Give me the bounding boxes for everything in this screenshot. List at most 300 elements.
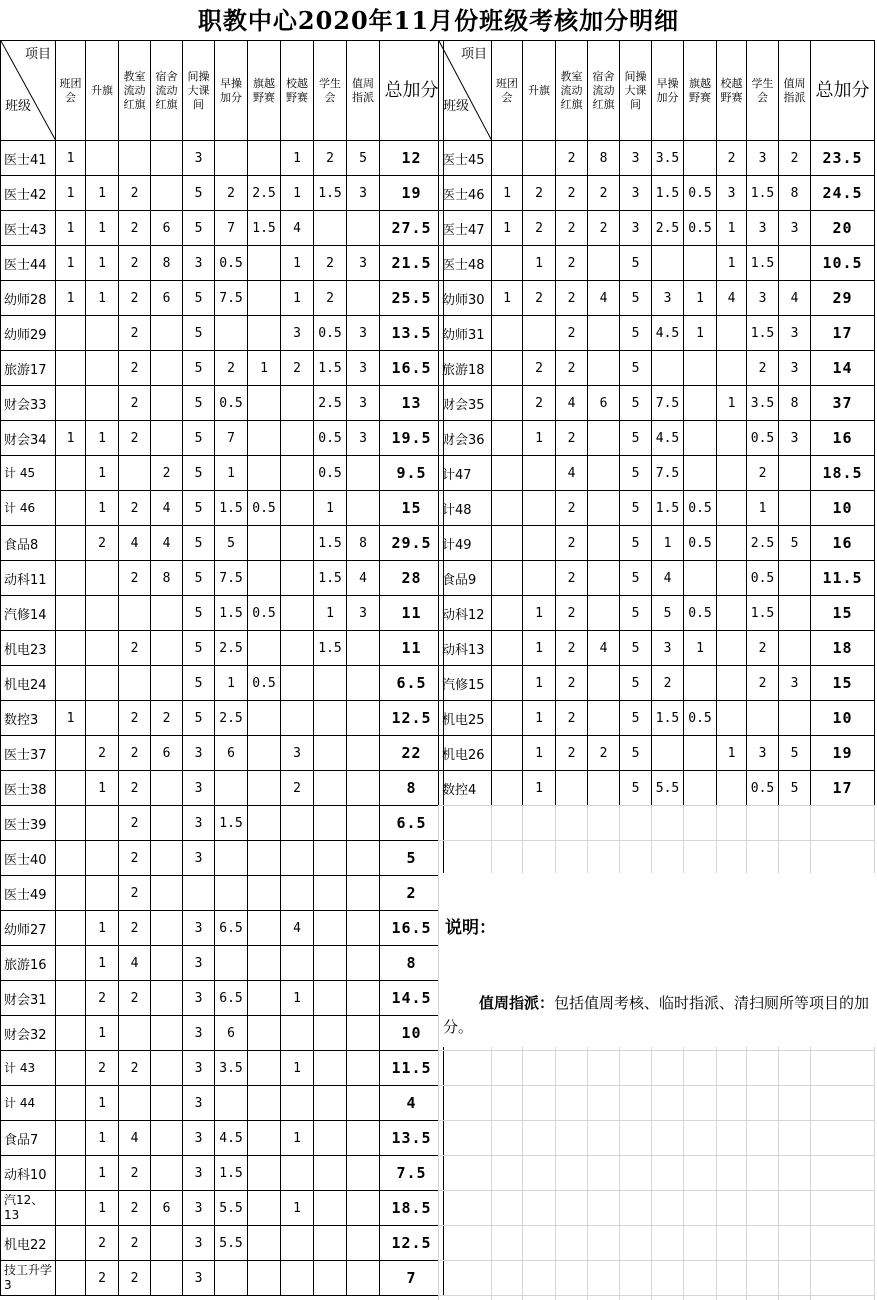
score-cell: 2	[119, 491, 151, 526]
left-column-header: 升旗	[86, 41, 119, 141]
score-cell: 7.5	[652, 386, 684, 421]
table-row	[1, 841, 444, 876]
score-cell	[281, 456, 314, 491]
score-cell	[588, 456, 620, 491]
total-score-cell: 13.5	[380, 316, 444, 351]
score-cell	[684, 386, 717, 421]
score-cell: 3	[652, 281, 684, 316]
score-cell	[684, 666, 717, 701]
class-name-cell: 机电26	[439, 736, 492, 771]
score-cell: 5	[347, 141, 380, 176]
score-cell: 3	[717, 176, 747, 211]
score-cell: 5	[620, 386, 652, 421]
class-name-cell: 医士44	[1, 246, 56, 281]
score-cell	[56, 491, 86, 526]
score-cell	[588, 491, 620, 526]
score-cell: 1	[56, 176, 86, 211]
score-cell	[588, 771, 620, 806]
left-column-header: 宿舍流动红旗	[151, 41, 183, 141]
class-name-cell: 财会31	[1, 981, 56, 1016]
score-cell: 6	[151, 281, 183, 316]
score-cell: 1	[523, 701, 556, 736]
score-cell: 2	[652, 666, 684, 701]
score-cell	[523, 316, 556, 351]
score-cell	[347, 841, 380, 876]
score-cell: 8	[779, 386, 811, 421]
score-cell	[56, 1086, 86, 1121]
score-cell	[248, 246, 281, 281]
score-cell: 5	[620, 736, 652, 771]
score-cell	[248, 1086, 281, 1121]
score-cell	[347, 1226, 380, 1261]
table-row	[1, 911, 444, 946]
score-cell	[492, 456, 523, 491]
score-cell: 1.5	[314, 561, 347, 596]
score-cell: 3	[620, 211, 652, 246]
right-column-header: 学生会	[747, 41, 779, 141]
score-cell	[347, 1016, 380, 1051]
score-cell: 1	[281, 1121, 314, 1156]
score-cell: 2	[119, 421, 151, 456]
score-cell	[347, 876, 380, 911]
left-column-header: 值周指派	[347, 41, 380, 141]
score-cell: 5	[183, 561, 215, 596]
score-cell: 1	[717, 736, 747, 771]
score-cell	[215, 1086, 248, 1121]
score-cell	[151, 1086, 183, 1121]
score-cell: 2	[119, 351, 151, 386]
score-cell	[248, 771, 281, 806]
score-cell	[314, 841, 347, 876]
score-cell	[151, 806, 183, 841]
grid-line	[438, 1085, 874, 1086]
total-score-cell: 37	[811, 386, 875, 421]
grid-line	[438, 1225, 874, 1226]
score-cell	[281, 666, 314, 701]
right-score-table	[438, 40, 875, 806]
total-score-cell: 17	[811, 316, 875, 351]
score-cell: 7	[215, 211, 248, 246]
class-name-cell: 食品7	[1, 1121, 56, 1156]
score-cell: 1	[281, 1051, 314, 1086]
score-cell	[523, 561, 556, 596]
score-cell	[56, 596, 86, 631]
score-cell	[314, 771, 347, 806]
score-cell	[281, 491, 314, 526]
class-name-cell: 财会36	[439, 421, 492, 456]
score-cell: 0.5	[215, 246, 248, 281]
table-row	[1, 771, 444, 806]
total-score-cell: 19	[811, 736, 875, 771]
class-name-cell: 医士49	[1, 876, 56, 911]
score-cell: 3	[347, 421, 380, 456]
score-cell: 5	[620, 421, 652, 456]
score-cell: 1	[281, 176, 314, 211]
class-name-cell: 机电25	[439, 701, 492, 736]
score-cell	[248, 526, 281, 561]
total-score-cell: 23.5	[811, 141, 875, 176]
score-cell	[215, 1261, 248, 1296]
score-cell	[779, 561, 811, 596]
score-cell	[684, 561, 717, 596]
total-score-cell: 20	[811, 211, 875, 246]
score-cell: 3	[347, 246, 380, 281]
score-cell: 5	[183, 421, 215, 456]
class-name-cell: 旅游18	[439, 351, 492, 386]
score-cell	[56, 526, 86, 561]
score-cell: 3	[347, 316, 380, 351]
class-name-cell: 幼师28	[1, 281, 56, 316]
table-row	[439, 491, 875, 526]
score-cell	[347, 701, 380, 736]
total-score-cell: 27.5	[380, 211, 444, 246]
score-cell	[492, 421, 523, 456]
score-cell: 4	[151, 526, 183, 561]
grid-line	[438, 1260, 874, 1261]
score-cell	[151, 631, 183, 666]
score-cell: 2.5	[248, 176, 281, 211]
score-cell: 1	[492, 281, 523, 316]
score-cell: 4	[119, 526, 151, 561]
score-cell: 5	[183, 316, 215, 351]
table-row	[1, 386, 444, 421]
score-cell	[56, 1226, 86, 1261]
score-cell: 5.5	[652, 771, 684, 806]
score-cell: 1.5	[314, 176, 347, 211]
table-row	[1, 981, 444, 1016]
score-cell: 2	[119, 736, 151, 771]
score-cell	[314, 701, 347, 736]
score-cell: 1	[523, 596, 556, 631]
class-name-cell: 幼师29	[1, 316, 56, 351]
total-score-cell: 8	[380, 946, 444, 981]
score-cell: 2	[717, 141, 747, 176]
score-cell: 3	[620, 141, 652, 176]
score-cell: 1	[281, 1191, 314, 1226]
score-cell: 5	[183, 596, 215, 631]
score-cell: 3	[779, 421, 811, 456]
score-cell: 2	[119, 211, 151, 246]
score-cell: 1.5	[215, 1156, 248, 1191]
score-cell	[248, 561, 281, 596]
score-cell	[248, 456, 281, 491]
score-cell: 2	[119, 281, 151, 316]
score-cell: 3	[183, 946, 215, 981]
class-name-cell: 医士37	[1, 736, 56, 771]
score-cell: 4.5	[215, 1121, 248, 1156]
score-cell: 1	[314, 596, 347, 631]
score-cell	[56, 1051, 86, 1086]
score-cell: 1.5	[215, 806, 248, 841]
class-name-cell: 动科11	[1, 561, 56, 596]
right-header-row	[439, 41, 875, 141]
score-cell: 3	[620, 176, 652, 211]
score-cell	[314, 1121, 347, 1156]
class-name-cell: 计 43	[1, 1051, 56, 1086]
right-column-header: 旗越野赛	[684, 41, 717, 141]
score-cell	[314, 666, 347, 701]
score-cell	[347, 911, 380, 946]
score-cell	[779, 596, 811, 631]
table-row	[1, 246, 444, 281]
score-cell	[523, 491, 556, 526]
score-cell: 3	[183, 1191, 215, 1226]
score-cell: 2	[119, 386, 151, 421]
score-cell: 3	[747, 211, 779, 246]
score-cell	[215, 771, 248, 806]
table-row	[1, 316, 444, 351]
score-cell: 3	[779, 666, 811, 701]
score-cell: 4	[652, 561, 684, 596]
score-cell: 2	[556, 141, 588, 176]
score-cell	[492, 141, 523, 176]
score-cell: 2	[556, 631, 588, 666]
score-cell	[56, 631, 86, 666]
score-cell: 1	[281, 981, 314, 1016]
class-name-cell: 动科13	[439, 631, 492, 666]
table-row	[1, 1051, 444, 1086]
score-cell	[86, 561, 119, 596]
score-cell: 5	[620, 596, 652, 631]
score-cell	[492, 386, 523, 421]
score-cell	[281, 421, 314, 456]
score-cell: 7.5	[652, 456, 684, 491]
score-cell	[281, 946, 314, 981]
right-corner-item-label: 项目	[460, 47, 487, 62]
score-cell: 5	[183, 666, 215, 701]
left-column-header: 旗越野赛	[248, 41, 281, 141]
score-cell: 2	[151, 701, 183, 736]
score-cell	[86, 841, 119, 876]
total-score-cell: 15	[811, 666, 875, 701]
left-total-header: 总加分	[380, 41, 444, 141]
right-column-header: 早操加分	[652, 41, 684, 141]
score-cell	[347, 1191, 380, 1226]
score-cell: 3	[747, 281, 779, 316]
left-score-table	[0, 40, 444, 1296]
score-cell: 2	[556, 421, 588, 456]
score-cell: 5	[779, 736, 811, 771]
grid-line	[438, 1050, 874, 1051]
score-cell: 1.5	[215, 596, 248, 631]
total-score-cell: 2	[380, 876, 444, 911]
score-cell	[248, 841, 281, 876]
score-cell: 5	[183, 491, 215, 526]
score-cell: 5	[620, 351, 652, 386]
score-cell: 1	[281, 281, 314, 316]
score-cell	[779, 631, 811, 666]
score-cell: 1	[314, 491, 347, 526]
score-cell: 2	[556, 246, 588, 281]
total-score-cell: 12	[380, 141, 444, 176]
score-cell	[151, 1226, 183, 1261]
score-cell: 2	[747, 456, 779, 491]
score-cell	[492, 526, 523, 561]
score-cell: 5	[620, 281, 652, 316]
score-cell: 1	[56, 211, 86, 246]
score-cell: 3	[183, 1156, 215, 1191]
score-cell: 5	[620, 561, 652, 596]
score-cell	[314, 911, 347, 946]
total-score-cell: 15	[811, 596, 875, 631]
score-cell: 3	[183, 1016, 215, 1051]
score-cell: 2.5	[314, 386, 347, 421]
score-cell: 2	[523, 386, 556, 421]
class-name-cell: 医士43	[1, 211, 56, 246]
right-total-header: 总加分	[811, 41, 875, 141]
score-cell: 5	[620, 771, 652, 806]
score-cell	[119, 456, 151, 491]
right-column-header: 班团会	[492, 41, 523, 141]
score-cell: 3	[183, 771, 215, 806]
score-cell: 1	[86, 176, 119, 211]
total-score-cell: 28	[380, 561, 444, 596]
score-cell	[151, 981, 183, 1016]
score-cell: 1.5	[652, 701, 684, 736]
score-cell: 2	[119, 841, 151, 876]
score-cell	[717, 631, 747, 666]
score-cell: 1	[56, 421, 86, 456]
score-cell	[684, 421, 717, 456]
score-cell: 6	[151, 1191, 183, 1226]
score-cell	[717, 421, 747, 456]
score-cell	[56, 1156, 86, 1191]
score-cell	[86, 876, 119, 911]
score-cell	[151, 316, 183, 351]
score-cell: 1.5	[248, 211, 281, 246]
score-cell	[652, 246, 684, 281]
total-score-cell: 19.5	[380, 421, 444, 456]
score-cell: 2	[556, 351, 588, 386]
score-cell: 2	[86, 981, 119, 1016]
class-name-cell: 计 45	[1, 456, 56, 491]
score-cell	[314, 1191, 347, 1226]
score-cell	[588, 351, 620, 386]
score-cell	[347, 491, 380, 526]
score-cell: 2	[119, 1226, 151, 1261]
table-row	[439, 701, 875, 736]
score-cell: 3	[183, 911, 215, 946]
total-score-cell: 14	[811, 351, 875, 386]
score-cell: 2	[119, 876, 151, 911]
score-cell	[248, 141, 281, 176]
score-cell	[281, 596, 314, 631]
score-cell: 0.5	[747, 561, 779, 596]
score-cell: 2	[119, 701, 151, 736]
score-cell: 2	[556, 526, 588, 561]
score-cell	[151, 351, 183, 386]
score-cell	[492, 771, 523, 806]
score-cell	[314, 946, 347, 981]
score-cell: 0.5	[314, 421, 347, 456]
class-name-cell: 财会33	[1, 386, 56, 421]
score-cell: 2	[119, 1156, 151, 1191]
score-cell: 3	[779, 211, 811, 246]
score-cell	[56, 386, 86, 421]
score-cell	[56, 806, 86, 841]
class-name-cell: 财会34	[1, 421, 56, 456]
score-cell: 5	[620, 631, 652, 666]
total-score-cell: 14.5	[380, 981, 444, 1016]
score-cell: 2	[119, 981, 151, 1016]
right-column-header: 教室流动红旗	[556, 41, 588, 141]
grid-line	[438, 1155, 874, 1156]
score-cell: 3	[183, 1086, 215, 1121]
table-row	[1, 491, 444, 526]
score-cell: 2	[119, 1191, 151, 1226]
total-score-cell: 7.5	[380, 1156, 444, 1191]
score-cell	[347, 981, 380, 1016]
total-score-cell: 11.5	[380, 1051, 444, 1086]
score-cell: 2	[86, 736, 119, 771]
score-cell	[347, 631, 380, 666]
right-corner-class-label: 班级	[443, 99, 470, 114]
score-cell	[151, 421, 183, 456]
score-cell	[248, 281, 281, 316]
score-cell	[717, 596, 747, 631]
score-cell	[717, 561, 747, 596]
class-name-cell: 机电22	[1, 1226, 56, 1261]
score-cell	[215, 946, 248, 981]
score-cell	[314, 1051, 347, 1086]
class-name-cell: 技工升学3	[1, 1261, 56, 1296]
score-cell: 2	[119, 1051, 151, 1086]
score-cell: 2	[523, 176, 556, 211]
score-cell: 1	[523, 246, 556, 281]
score-cell: 2	[119, 561, 151, 596]
table-row	[1, 1016, 444, 1051]
score-cell	[151, 596, 183, 631]
score-cell	[779, 491, 811, 526]
table-row	[1, 666, 444, 701]
score-cell: 3	[183, 246, 215, 281]
score-cell	[779, 456, 811, 491]
score-cell	[281, 631, 314, 666]
total-score-cell: 8	[380, 771, 444, 806]
table-row	[439, 246, 875, 281]
score-cell: 2	[119, 911, 151, 946]
score-cell	[151, 666, 183, 701]
score-cell	[151, 1156, 183, 1191]
score-cell: 1.5	[314, 351, 347, 386]
score-cell	[56, 666, 86, 701]
class-name-cell: 机电24	[1, 666, 56, 701]
score-cell: 1	[492, 211, 523, 246]
score-cell: 5.5	[215, 1226, 248, 1261]
score-cell: 3	[183, 1051, 215, 1086]
score-cell: 5	[620, 701, 652, 736]
score-cell	[86, 701, 119, 736]
score-cell: 4	[119, 1121, 151, 1156]
score-cell: 3	[347, 596, 380, 631]
score-cell: 2	[588, 176, 620, 211]
score-cell: 6	[215, 1016, 248, 1051]
score-cell	[314, 981, 347, 1016]
score-cell: 0.5	[747, 421, 779, 456]
notes-text	[443, 991, 871, 1039]
total-score-cell: 7	[380, 1261, 444, 1296]
total-score-cell: 18	[811, 631, 875, 666]
score-cell	[56, 1121, 86, 1156]
score-cell	[86, 316, 119, 351]
score-cell	[86, 386, 119, 421]
score-cell: 1	[523, 771, 556, 806]
page-title: 职教中心2020年11月份班级考核加分明细	[197, 6, 680, 35]
score-cell	[215, 141, 248, 176]
left-column-header: 校越野赛	[281, 41, 314, 141]
score-cell	[347, 1086, 380, 1121]
class-name-cell: 医士38	[1, 771, 56, 806]
